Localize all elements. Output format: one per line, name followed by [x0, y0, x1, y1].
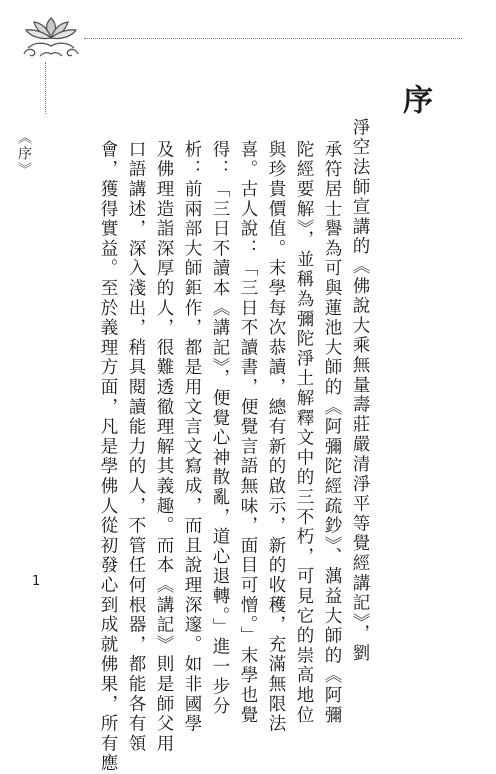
- header-dotted-rule: [84, 38, 462, 39]
- text-column: 及佛理造詣深厚的人，很難透徹理解其義趣。而本《講記》則是師父用: [154, 140, 174, 754]
- text-column: 得：「三日不讀本《講記》，便覺心神散亂，道心退轉。」進一步分: [210, 140, 230, 717]
- section-title: 序: [397, 84, 432, 118]
- text-column: 析：前兩部大師鉅作，都是用文言文寫成，而且說理深邃。如非國學: [182, 140, 202, 734]
- running-head: 《序》: [16, 130, 32, 178]
- lotus-ornament-icon: [18, 14, 84, 60]
- text-column: 陀經要解》，並稱為彌陀淨土解釋文中的三不朽，可見它的崇高地位: [294, 140, 314, 726]
- side-dotted-rule: [45, 62, 46, 114]
- page-number: 1: [32, 574, 41, 589]
- text-column: 淨空法師宣講的《佛說大乘無量壽莊嚴清淨平等覺經講記》，劉: [350, 118, 370, 664]
- text-column: 與珍貴價值。末學每次恭讀，總有新的啟示，新的收穫，充滿無限法: [266, 140, 286, 734]
- text-column: 承符居士譽為可與蓮池大師的《阿彌陀經疏鈔》、蕅益大師的《阿彌: [322, 140, 342, 726]
- text-column: 會，獲得實益。至於義理方面，凡是學佛人從初發心到成就佛果，所有應: [98, 140, 118, 774]
- text-column: 喜。古人說：「三日不讀書，便覺言語無味，面目可憎。」末學也覺: [238, 140, 258, 726]
- text-column: 口語講述，深入淺出，稍具閱讀能力的人，不管任何根器，都能各有領: [126, 140, 146, 754]
